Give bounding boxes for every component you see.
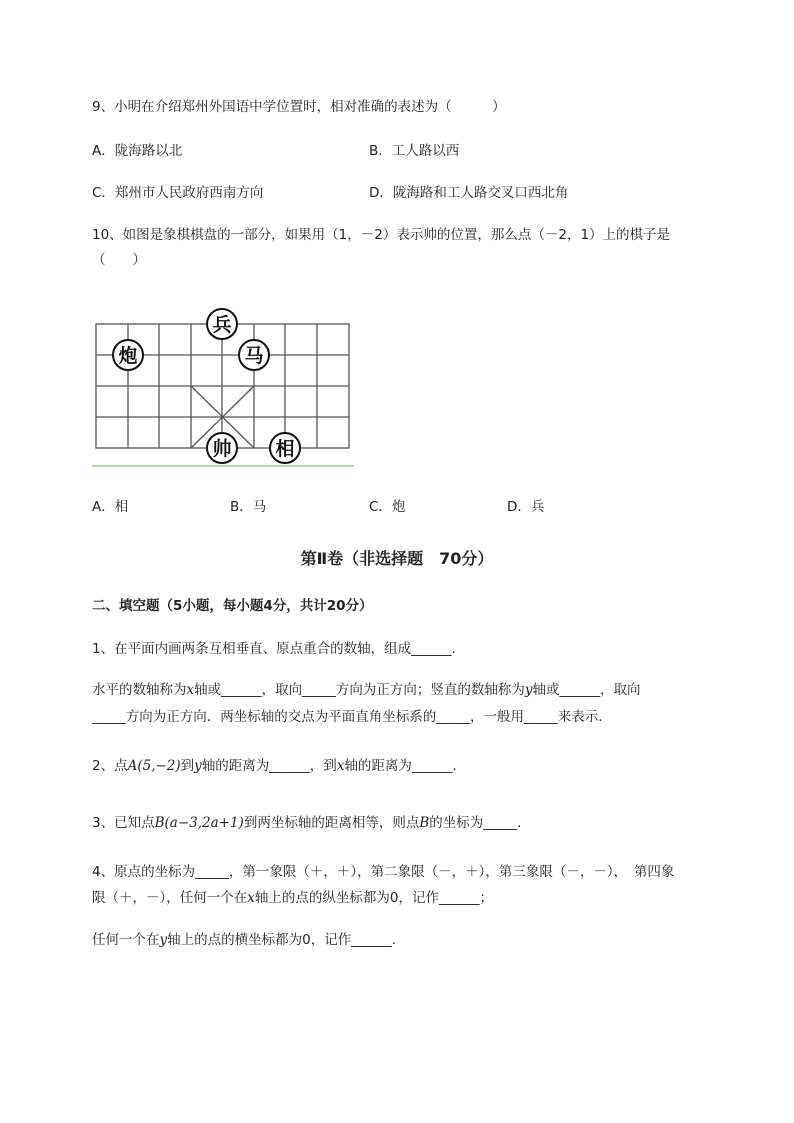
question-9-stem: 9、小明在介绍郑州外国语中学位置时，相对准确的表述为（ ） <box>92 99 506 115</box>
question-10-option-b: B．马 <box>230 499 267 515</box>
question-9-option-d: D．陇海路和工人路交叉口西北角 <box>369 185 569 201</box>
text-span: 轴或______，取向 <box>532 682 641 698</box>
text-span: 到 <box>180 758 195 774</box>
fill-q4-line2 <box>92 888 493 908</box>
text-span: 3、已知点 <box>92 815 155 831</box>
piece-bing <box>207 309 237 339</box>
fill-q3 <box>92 813 521 833</box>
question-10-option-d: D．兵 <box>507 499 545 515</box>
piece-shuai <box>207 433 237 463</box>
part-2-title: 第Ⅱ卷（非选择题 70分） <box>300 549 494 568</box>
text-span: 的坐标为_____. <box>429 815 522 831</box>
chess-board-figure <box>92 308 356 474</box>
text-span: 轴的距离为______，到 <box>201 758 337 774</box>
fill-q4-line1: 4、原点的坐标为_____，第一象限（＋，＋），第二象限（－，＋），第三象限（－，－）， 第四象 <box>92 864 675 880</box>
text-span: 轴或______，取向_____方向为正方向；竖直的数轴称为 <box>194 682 525 698</box>
piece-ma-label: 马 <box>244 345 264 367</box>
piece-pao-label: 炮 <box>118 345 138 367</box>
var-x: x <box>336 758 345 774</box>
question-9-option-c: C．郑州市人民政府西南方向 <box>92 185 264 201</box>
var-y: y <box>524 682 533 698</box>
fill-q1-line3: _____方向为正方向．两坐标轴的交点为平面直角坐标系的_____，一般用_____来表示． <box>92 709 612 725</box>
fill-q1-line1: 1、在平面内画两条互相垂直、原点重合的数轴，组成______. <box>92 641 456 657</box>
var-x: x <box>247 890 255 906</box>
question-10-option-a: A．相 <box>92 499 129 515</box>
var-y: y <box>159 932 168 948</box>
text-span: 轴的距离为______. <box>344 758 457 774</box>
piece-ma <box>239 340 269 370</box>
piece-pao <box>113 340 143 370</box>
text-span: 水平的数轴称为 <box>92 682 187 698</box>
question-10-option-c: C．炮 <box>369 499 406 515</box>
text-span: 轴上的点的横坐标都为0，记作______. <box>167 932 397 948</box>
text-span: 任何一个在 <box>92 932 160 948</box>
math-expression: A(5,−2) <box>127 758 181 774</box>
var-b: B <box>419 815 430 831</box>
math-expression: B(a−3,2a+1) <box>154 815 244 831</box>
text-span: 到两坐标轴的距离相等，则点 <box>243 815 420 831</box>
question-9-option-b: B．工人路以西 <box>369 143 460 159</box>
fill-q2 <box>92 756 457 776</box>
question-10-stem-cont: （ ） <box>92 252 146 268</box>
text-span: 轴上的点的纵坐标都为0，记作______； <box>254 890 493 906</box>
piece-xiang-label: 相 <box>275 438 295 460</box>
fill-q1-line2 <box>92 680 641 700</box>
text-span: 2、点 <box>92 758 128 774</box>
fill-q4-line3 <box>92 930 396 950</box>
piece-bing-label: 兵 <box>212 314 232 336</box>
text-span: 限（＋，－），任何一个在 <box>92 890 248 906</box>
section-2-heading: 二、填空题（5小题，每小题4分，共计20分） <box>92 598 373 614</box>
piece-xiang <box>270 433 300 463</box>
var-x: x <box>186 682 195 698</box>
piece-shuai-label: 帅 <box>212 438 232 460</box>
question-10-stem: 10、如图是象棋棋盘的一部分，如果用（1，－2）表示帅的位置，那么点（－2，1）上的棋子是 <box>92 227 671 243</box>
question-9-option-a: A．陇海路以北 <box>92 143 183 159</box>
var-y: y <box>194 758 202 774</box>
